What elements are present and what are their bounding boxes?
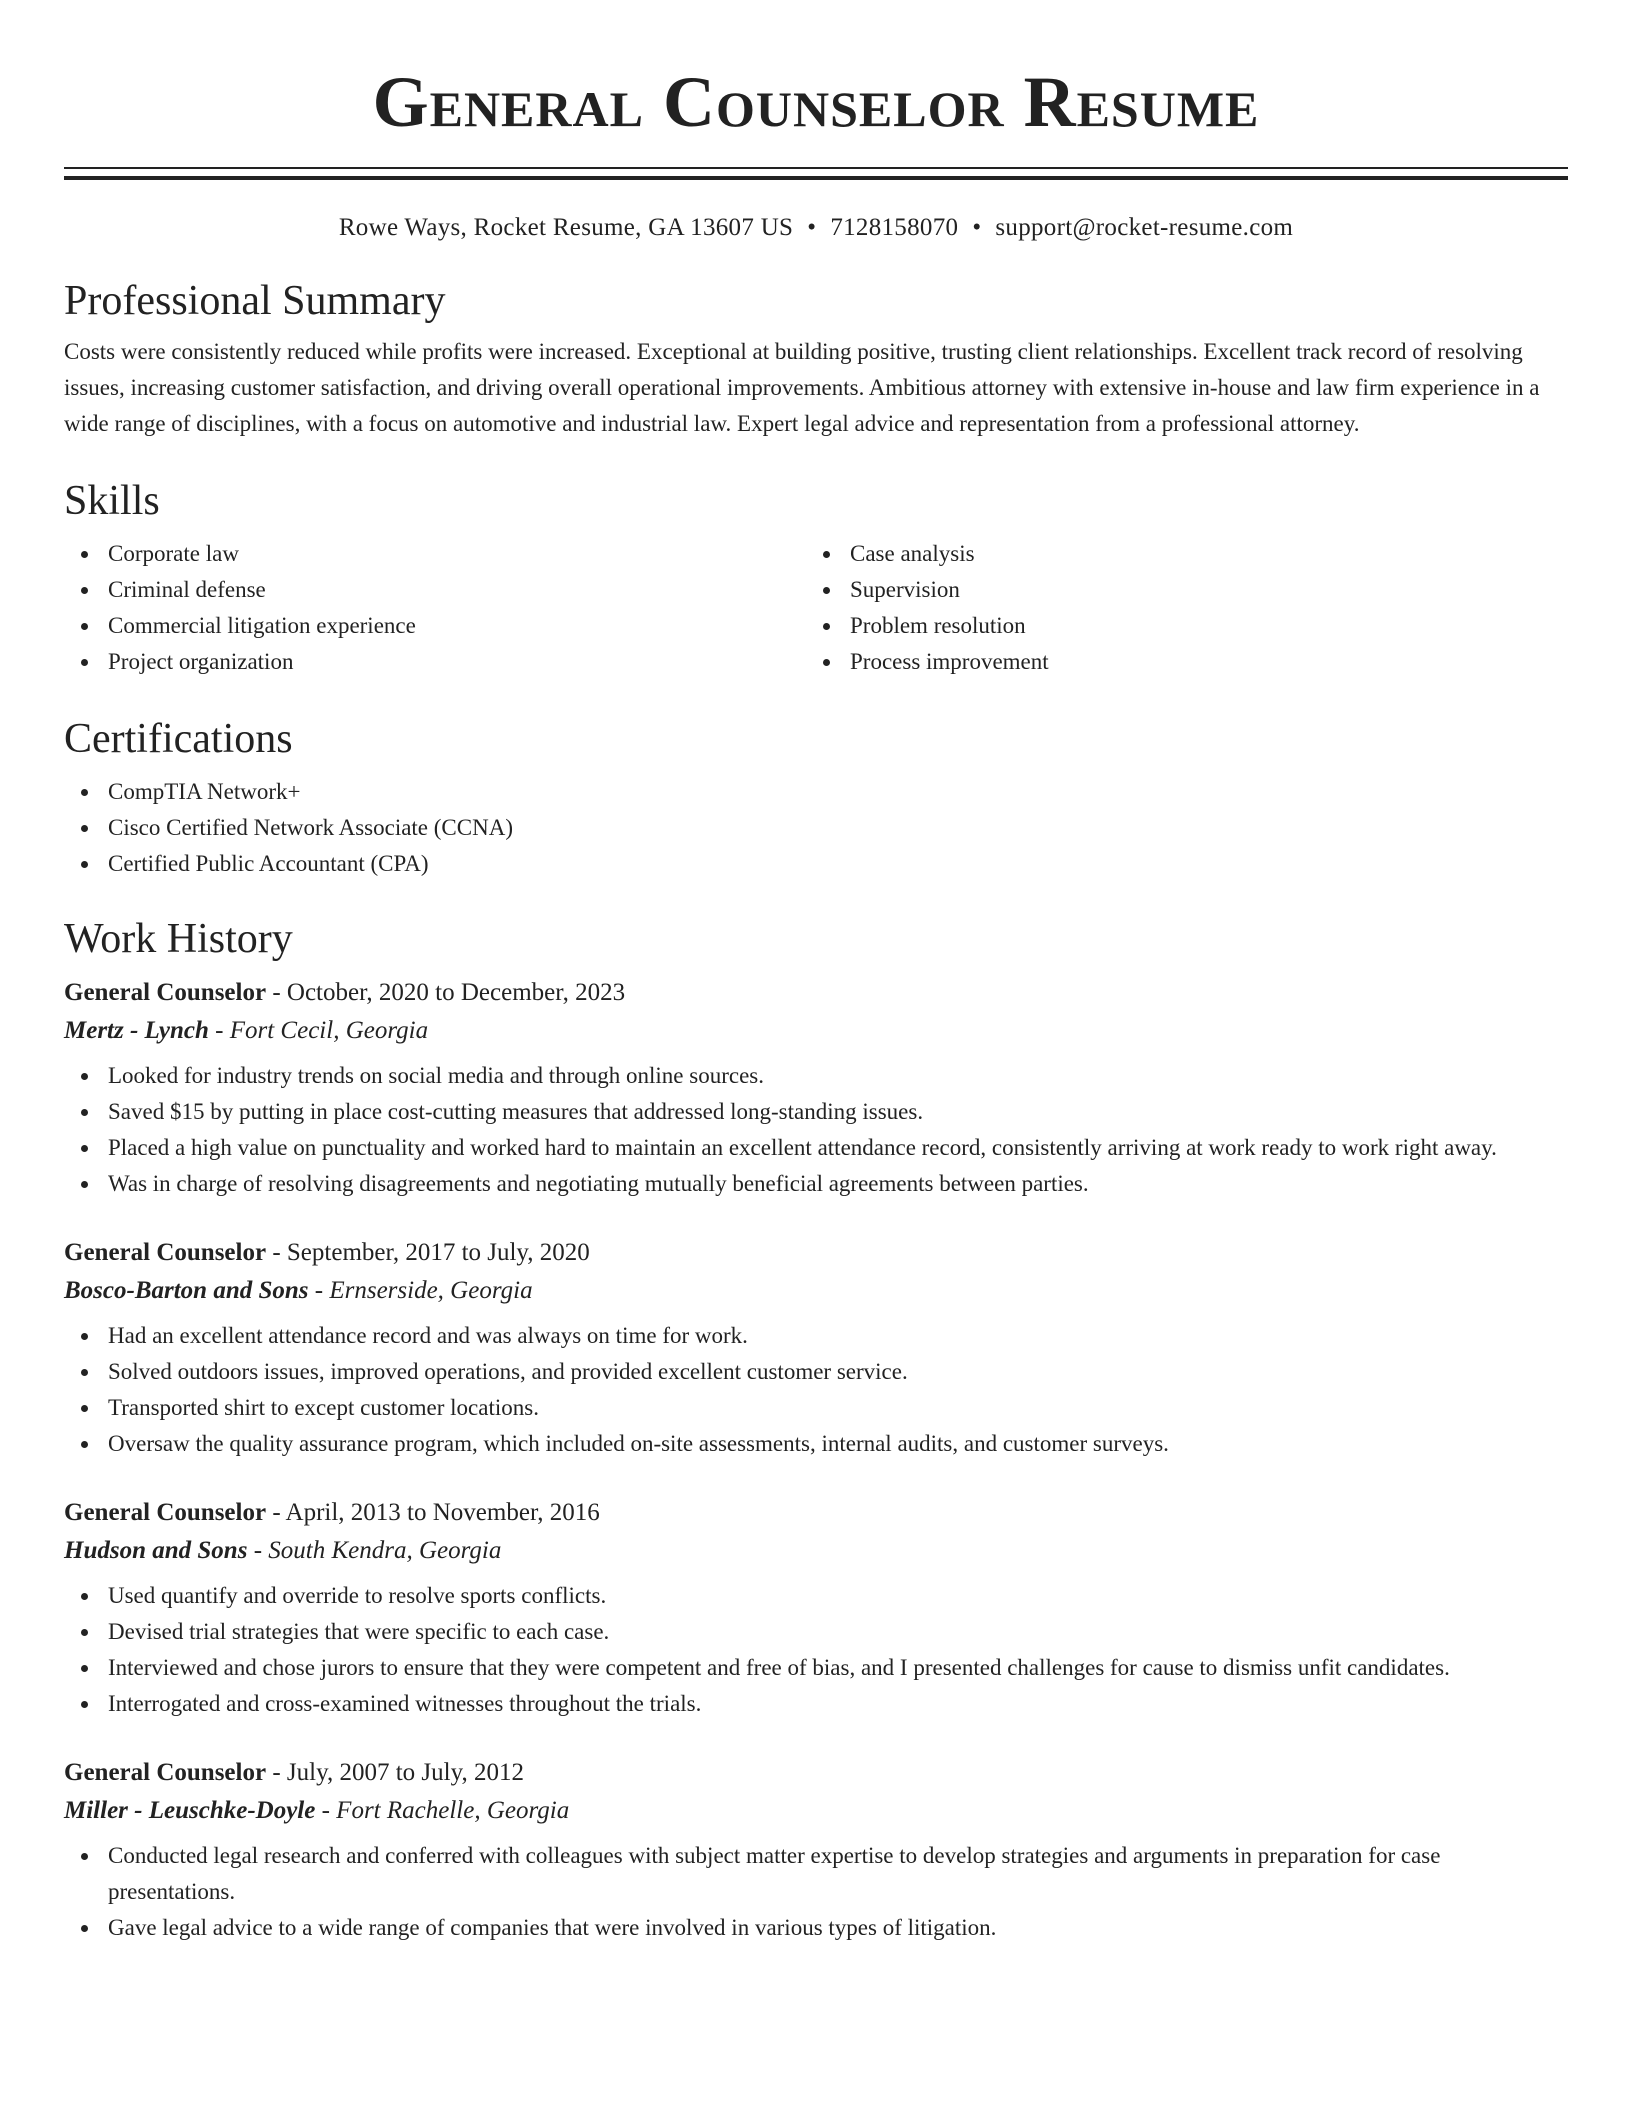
job-company-line: [64, 1012, 1568, 1050]
job-bullet: Conducted legal research and conferred with colleagues with subject matter expertise to develop strategies and arguments in preparation for case presentations.: [64, 1838, 1568, 1910]
skill-item: Project organization: [64, 644, 806, 680]
job-company: Miller - Leuschke-Doyle: [64, 1797, 316, 1824]
job-bullets: [64, 1838, 1568, 1946]
page-title: General Counselor Resume: [372, 62, 1260, 142]
certification-item: CompTIA Network+: [64, 774, 1568, 810]
skills-list-right: [806, 536, 1548, 680]
job-title-line: [64, 974, 1568, 1012]
certifications-section: [64, 714, 1568, 882]
job-dash: -: [272, 1239, 281, 1266]
job-dates: July, 2007 to July, 2012: [286, 1759, 524, 1786]
job-company: Bosco-Barton and Sons: [64, 1277, 309, 1304]
job-title-line: [64, 1754, 1568, 1792]
job-bullet: Looked for industry trends on social media and through online sources.: [64, 1058, 1568, 1094]
job-dash: -: [272, 1499, 281, 1526]
job-entry: [64, 1234, 1568, 1462]
job-location: Ernserside, Georgia: [329, 1277, 533, 1304]
summary-section: [64, 276, 1568, 442]
skill-item: Supervision: [806, 572, 1548, 608]
certifications-list: [64, 774, 1568, 882]
contact-separator: •: [972, 214, 982, 241]
skills-grid: [64, 536, 1568, 680]
job-location: Fort Rachelle, Georgia: [336, 1797, 570, 1824]
job-bullet: Interviewed and chose jurors to ensure that they were competent and free of bias, and I presented challenges for cause to dismiss unfit candidates.: [64, 1650, 1568, 1686]
contact-address: Rowe Ways, Rocket Resume, GA 13607 US: [338, 214, 794, 241]
job-title: General Counselor: [64, 979, 267, 1006]
job-company-line: [64, 1792, 1568, 1830]
job-dash: -: [253, 1537, 263, 1564]
summary-heading: Professional Summary: [64, 278, 446, 324]
work-history-section: [64, 914, 1568, 1946]
skill-item: Criminal defense: [64, 572, 806, 608]
job-bullet: Was in charge of resolving disagreements and negotiating mutually beneficial agreements between parties.: [64, 1166, 1568, 1202]
job-title-line: [64, 1234, 1568, 1272]
job-bullet: Oversaw the quality assurance program, which included on-site assessments, internal audits, and customer surveys.: [64, 1426, 1568, 1462]
job-company: Hudson and Sons: [64, 1537, 248, 1564]
job-company: Mertz - Lynch: [64, 1017, 209, 1044]
job-dash: -: [272, 1759, 281, 1786]
work-history-heading: Work History: [64, 916, 293, 962]
job-location: Fort Cecil, Georgia: [229, 1017, 429, 1044]
job-dates: April, 2013 to November, 2016: [285, 1499, 600, 1526]
skill-item: Problem resolution: [806, 608, 1548, 644]
certification-item: Certified Public Accountant (CPA): [64, 846, 1568, 882]
certification-item: Cisco Certified Network Associate (CCNA): [64, 810, 1568, 846]
job-bullet: Interrogated and cross-examined witnesses throughout the trials.: [64, 1686, 1568, 1722]
job-location: South Kendra, Georgia: [268, 1537, 502, 1564]
job-entry: [64, 974, 1568, 1202]
job-bullets: [64, 1318, 1568, 1462]
certifications-heading: Certifications: [64, 716, 293, 762]
skills-section: [64, 476, 1568, 680]
job-bullets: [64, 1058, 1568, 1202]
job-dash: -: [321, 1797, 330, 1824]
job-company-line: [64, 1272, 1568, 1310]
job-dash: -: [272, 979, 281, 1006]
job-title: General Counselor: [64, 1239, 267, 1266]
skill-item: Process improvement: [806, 644, 1548, 680]
job-company-line: [64, 1532, 1568, 1570]
job-bullet: Gave legal advice to a wide range of companies that were involved in various types of litigation.: [64, 1910, 1568, 1946]
summary-text: Costs were consistently reduced while profits were increased. Exceptional at building positive, trusting client relationships. Excellent track record of resolving issues, increasing customer satisfaction, and driving overall operational improvements. Ambitious attorney with extensive in-house and law firm experience in a wide range of disciplines, with a focus on automotive and industrial law. Expert legal advice and representation from a professional attorney.: [64, 339, 1540, 436]
title-divider-thin: [64, 167, 1568, 169]
job-entry: [64, 1754, 1568, 1946]
job-title: General Counselor: [64, 1499, 267, 1526]
contact-email: support@rocket-resume.com: [995, 214, 1294, 241]
skills-heading: Skills: [64, 478, 160, 524]
resume-page: [64, 0, 1568, 1946]
job-bullet: Saved $15 by putting in place cost-cutting measures that addressed long-standing issues.: [64, 1094, 1568, 1130]
job-bullet: Had an excellent attendance record and was always on time for work.: [64, 1318, 1568, 1354]
job-bullets: [64, 1578, 1568, 1722]
contact-line: [64, 213, 1568, 243]
job-bullet: Solved outdoors issues, improved operations, and provided excellent customer service.: [64, 1354, 1568, 1390]
job-title-line: [64, 1494, 1568, 1532]
skill-item: Corporate law: [64, 536, 806, 572]
contact-separator: •: [807, 214, 817, 241]
job-dates: September, 2017 to July, 2020: [286, 1239, 590, 1266]
skill-item: Commercial litigation experience: [64, 608, 806, 644]
job-entry: [64, 1494, 1568, 1722]
job-title: General Counselor: [64, 1759, 267, 1786]
job-bullet: Placed a high value on punctuality and worked hard to maintain an excellent attendance record, consistently arriving at work ready to work right away.: [64, 1130, 1568, 1166]
job-bullet: Used quantify and override to resolve sports conflicts.: [64, 1578, 1568, 1614]
skill-item: Case analysis: [806, 536, 1548, 572]
title-divider-thick: [64, 176, 1568, 180]
job-bullet: Devised trial strategies that were specific to each case.: [64, 1614, 1568, 1650]
job-dates: October, 2020 to December, 2023: [286, 979, 626, 1006]
job-dash: -: [314, 1277, 324, 1304]
skills-list-left: [64, 536, 806, 680]
job-dash: -: [215, 1017, 224, 1044]
contact-phone: 7128158070: [830, 214, 959, 241]
job-bullet: Transported shirt to except customer locations.: [64, 1390, 1568, 1426]
